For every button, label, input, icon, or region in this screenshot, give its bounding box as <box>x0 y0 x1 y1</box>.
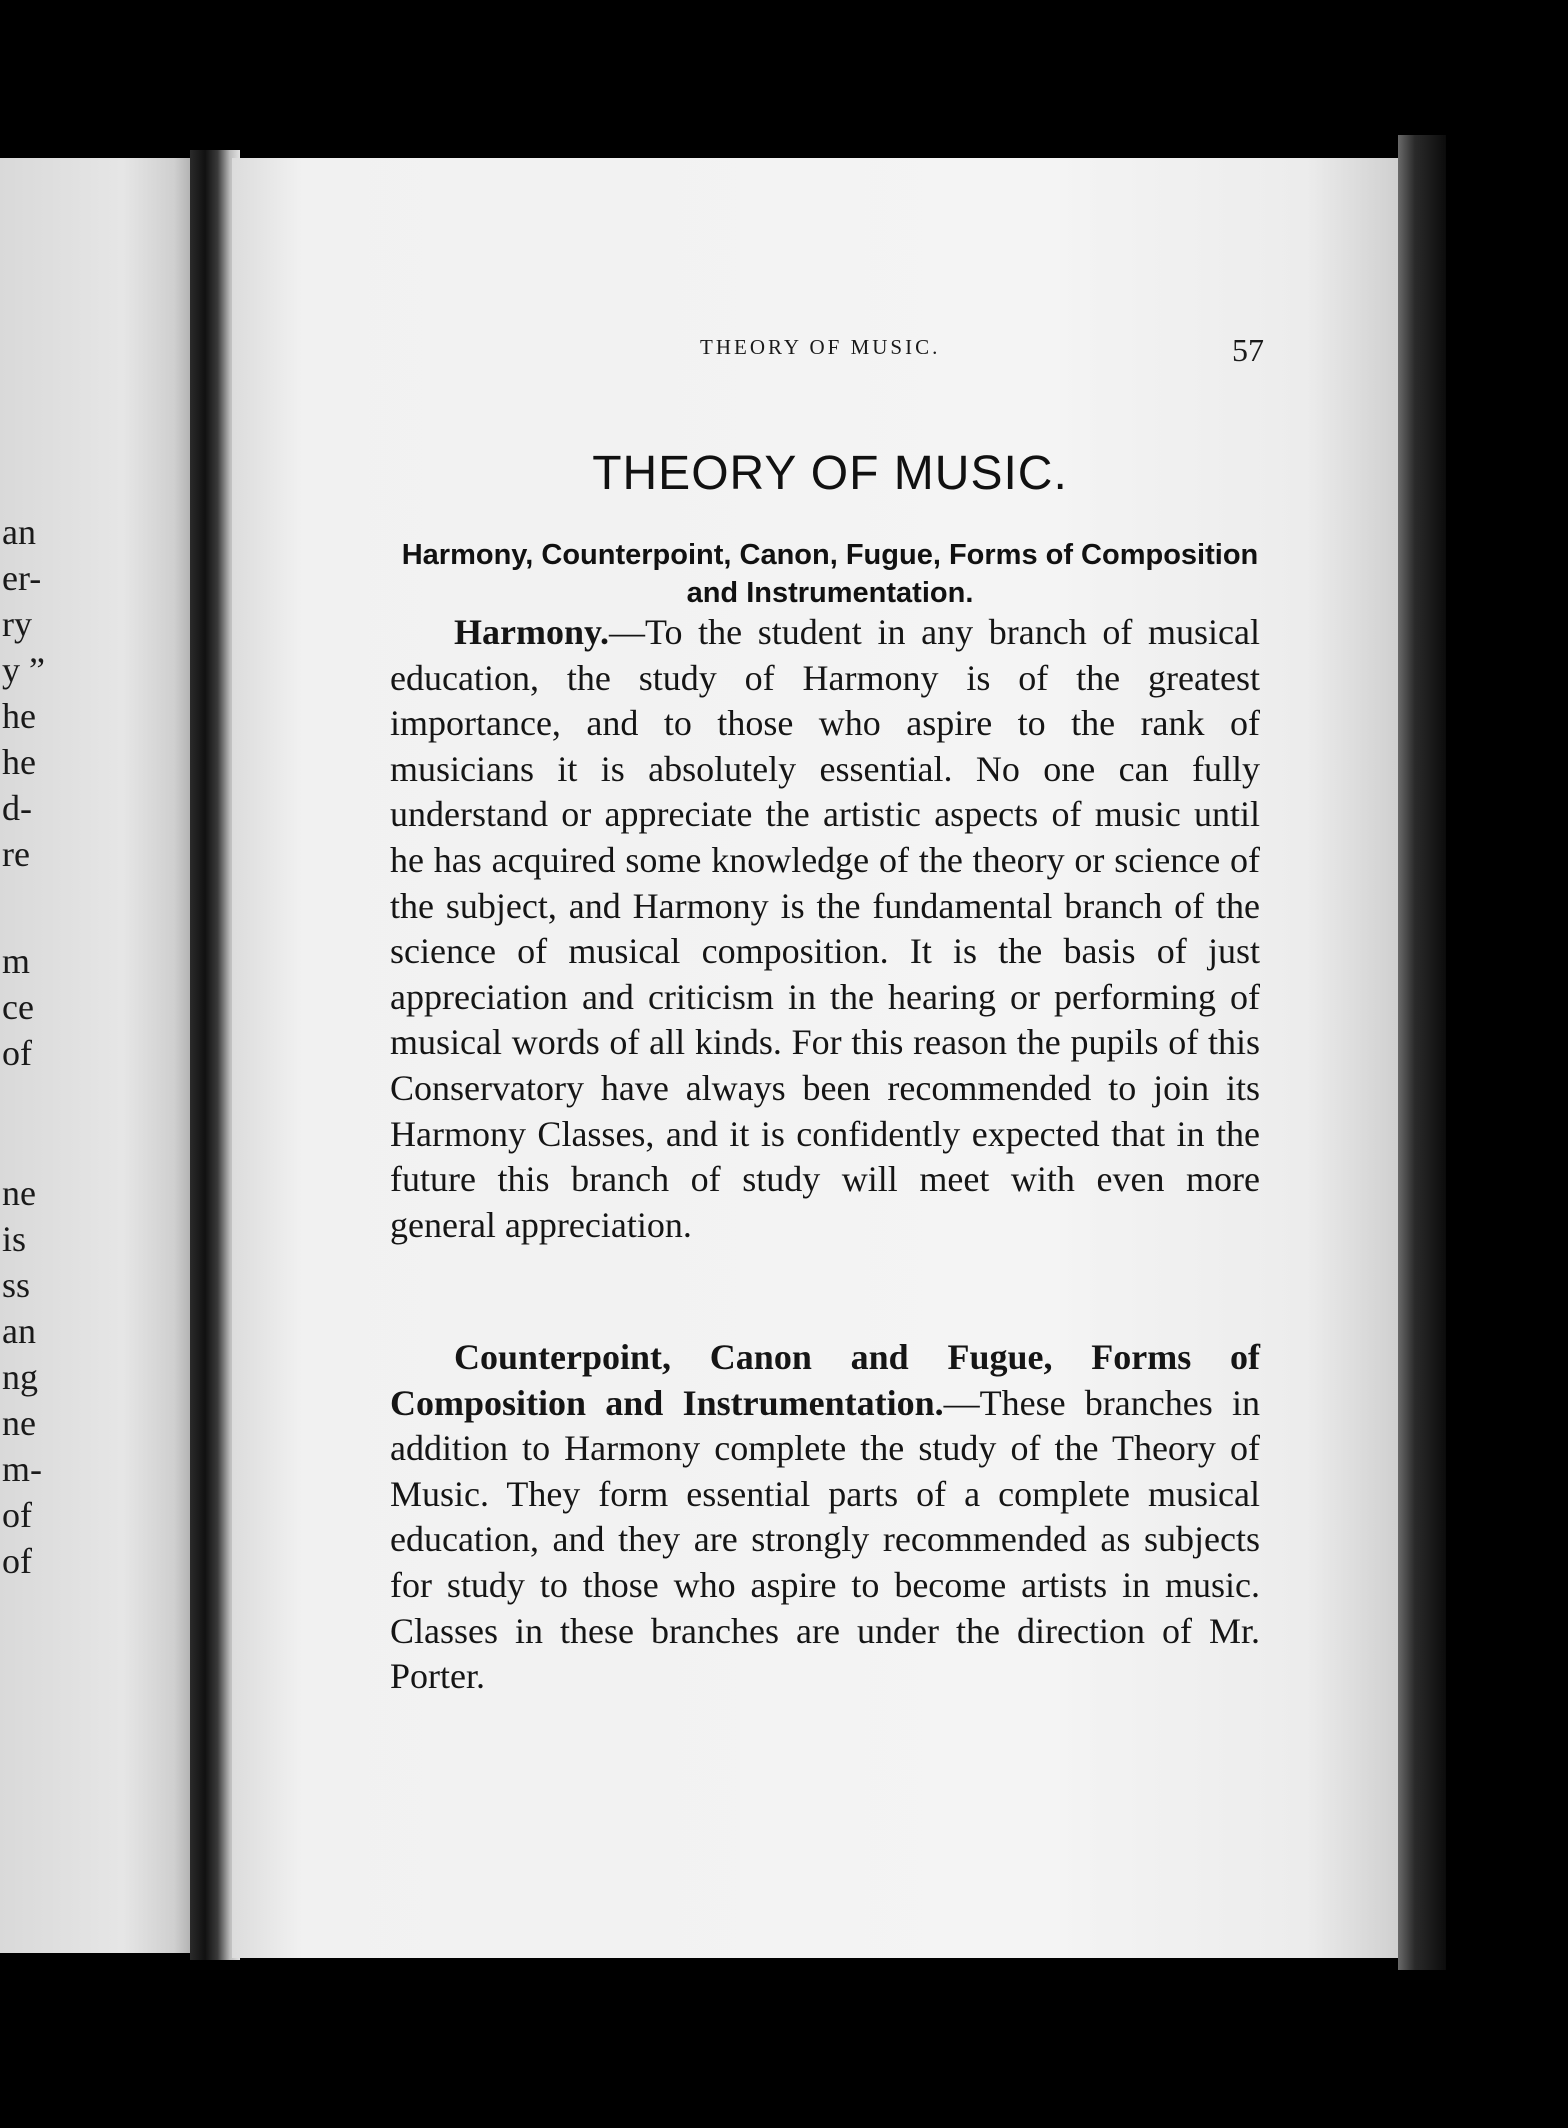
facing-page-fragment: of <box>2 1033 32 1073</box>
facing-page-fragment: ce <box>2 987 34 1027</box>
paragraph-lead: Counterpoint, Canon and Fugue, Forms of Composition and Instrumentation. <box>390 1337 1260 1423</box>
facing-page-fragment: m <box>2 941 31 981</box>
facing-page-fragment: an <box>2 1311 36 1351</box>
facing-page-fragment: er- <box>2 558 42 598</box>
page-number: 57 <box>1232 332 1264 368</box>
facing-page-fragment: ry <box>2 604 32 644</box>
facing-page-fragment: of <box>2 1541 32 1581</box>
paragraph-lead: Harmony. <box>454 612 610 652</box>
paragraph-harmony <box>390 610 1260 1248</box>
facing-page-fragment: d- <box>2 788 32 828</box>
facing-page-fragment: m- <box>2 1449 42 1489</box>
facing-page-fragment: ne <box>2 1173 36 1213</box>
facing-page-fragment: y ” <box>2 650 45 690</box>
facing-page-fragment: he <box>2 696 36 736</box>
facing-page-fragment: is <box>2 1219 27 1259</box>
paragraph-counterpoint <box>390 1335 1260 1700</box>
facing-page-fragment: re <box>2 834 30 874</box>
paragraph-text: —To the student in any branch of musical education, the study of Harmony is of the greatest importance, and to those who aspire to the rank of musicians it is absolutely essential. No one can fully understand or appreciate the artistic aspects of music until he has acquired some knowledge of the theory or science of the subject, and Harmony is the fundamental branch of the science of musical composition. It is the basis of just appreciation and criticism in the hearing or performing of musical words of all kinds. For this reason the pupils of this Conservatory have always been recommended to join its Harmony Classes, and it is confidently expected that in the future this branch of study will meet with even more general appreciation. <box>390 612 1260 1245</box>
facing-page <box>0 158 205 1953</box>
paragraph-text: —These branches in addition to Harmony complete the study of the Theory of Music. They form essential parts of a complete musical education, and they are strongly recommended as subjects for study to those who aspire to become artists in music. Classes in these branches are under the direction of Mr. Porter. <box>390 1382 1260 1697</box>
facing-page-fragment: an <box>2 512 36 552</box>
page-subtitle: Harmony, Counterpoint, Canon, Fugue, Forms of Composition and Instrumentation. <box>401 539 1259 609</box>
facing-page-fragment: ss <box>2 1265 31 1305</box>
page-title: THEORY OF MUSIC. <box>592 447 1068 500</box>
facing-page-fragment: ng <box>2 1357 38 1397</box>
facing-page-fragment: ne <box>2 1403 36 1443</box>
facing-page-fragment: of <box>2 1495 32 1535</box>
page-edge <box>1398 135 1446 1970</box>
running-head: THEORY OF MUSIC. <box>700 335 941 359</box>
facing-page-fragment: he <box>2 742 36 782</box>
